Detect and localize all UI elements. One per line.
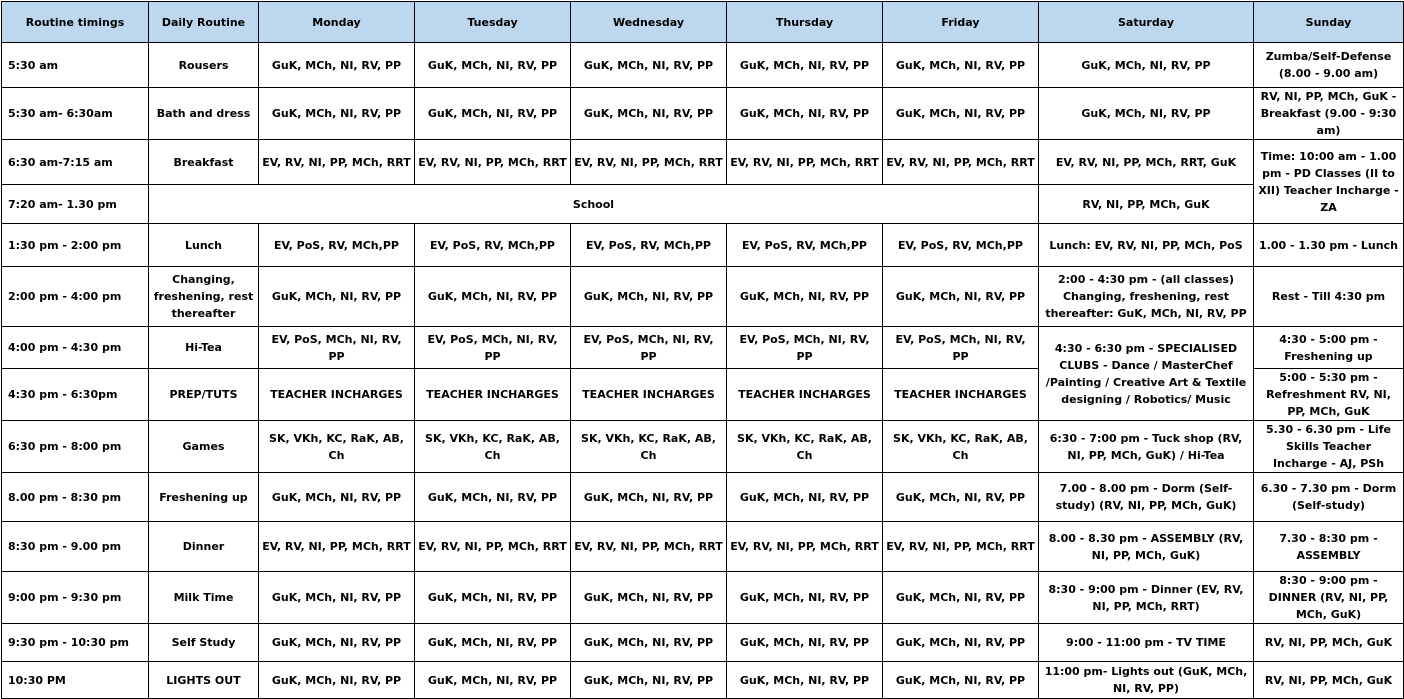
- monday-cell: GuK, MCh, NI, RV, PP: [259, 267, 415, 327]
- friday-cell: EV, PoS, RV, MCh,PP: [883, 224, 1039, 267]
- saturday-cell: 2:00 - 4:30 pm - (all classes) Changing, freshening, rest thereafter: GuK, MCh, NI, RV, PP: [1039, 267, 1254, 327]
- routine-cell: PREP/TUTS: [149, 369, 259, 421]
- routine-cell: Self Study: [149, 624, 259, 662]
- time-cell: 5:30 am- 6:30am: [2, 88, 149, 140]
- monday-cell: EV, RV, NI, PP, MCh, RRT: [259, 140, 415, 185]
- sunday-cell: RV, NI, PP, MCh, GuK: [1254, 662, 1404, 699]
- friday-cell: SK, VKh, KC, RaK, AB, Ch: [883, 421, 1039, 473]
- time-cell: 10:30 PM: [2, 662, 149, 699]
- saturday-cell: EV, RV, NI, PP, MCh, RRT, GuK: [1039, 140, 1254, 185]
- saturday-cell: 11:00 pm- Lights out (GuK, MCh, NI, RV, PP): [1039, 662, 1254, 699]
- table-row: [2, 624, 1404, 662]
- thursday-cell: EV, RV, NI, PP, MCh, RRT: [727, 522, 883, 572]
- tuesday-cell: TEACHER INCHARGES: [415, 369, 571, 421]
- thursday-cell: GuK, MCh, NI, RV, PP: [727, 267, 883, 327]
- sunday-cell: 4:30 - 5:00 pm - Freshening up: [1254, 327, 1404, 369]
- thursday-cell: GuK, MCh, NI, RV, PP: [727, 88, 883, 140]
- tuesday-cell: EV, PoS, RV, MCh,PP: [415, 224, 571, 267]
- wednesday-cell: GuK, MCh, NI, RV, PP: [571, 662, 727, 699]
- wednesday-cell: GuK, MCh, NI, RV, PP: [571, 572, 727, 624]
- routine-cell: Bath and dress: [149, 88, 259, 140]
- friday-cell: GuK, MCh, NI, RV, PP: [883, 572, 1039, 624]
- sunday-cell: 5:00 - 5:30 pm - Refreshment RV, NI, PP, MCh, GuK: [1254, 369, 1404, 421]
- friday-cell: EV, PoS, MCh, NI, RV, PP: [883, 327, 1039, 369]
- sunday-cell: RV, NI, PP, MCh, GuK - Breakfast (9.00 - 9:30 am): [1254, 88, 1404, 140]
- thursday-cell: EV, RV, NI, PP, MCh, RRT: [727, 140, 883, 185]
- time-cell: 5:30 am: [2, 43, 149, 88]
- friday-cell: GuK, MCh, NI, RV, PP: [883, 624, 1039, 662]
- routine-cell: Games: [149, 421, 259, 473]
- friday-cell: GuK, MCh, NI, RV, PP: [883, 43, 1039, 88]
- sunday-cell: Zumba/Self-Defense (8.00 - 9.00 am): [1254, 43, 1404, 88]
- tuesday-cell: GuK, MCh, NI, RV, PP: [415, 88, 571, 140]
- thursday-cell: EV, PoS, MCh, NI, RV, PP: [727, 327, 883, 369]
- header-friday: Friday: [883, 2, 1039, 43]
- routine-cell: Changing, freshening, rest thereafter: [149, 267, 259, 327]
- monday-cell: EV, RV, NI, PP, MCh, RRT: [259, 522, 415, 572]
- wednesday-cell: EV, PoS, RV, MCh,PP: [571, 224, 727, 267]
- wednesday-cell: EV, PoS, MCh, NI, RV, PP: [571, 327, 727, 369]
- header-thursday: Thursday: [727, 2, 883, 43]
- table-row: [2, 185, 1404, 224]
- sunday-cell: 5.30 - 6.30 pm - Life Skills Teacher Incharge - AJ, PSh: [1254, 421, 1404, 473]
- monday-cell: EV, PoS, RV, MCh,PP: [259, 224, 415, 267]
- saturday-cell: GuK, MCh, NI, RV, PP: [1039, 88, 1254, 140]
- friday-cell: GuK, MCh, NI, RV, PP: [883, 267, 1039, 327]
- time-cell: 6:30 am-7:15 am: [2, 140, 149, 185]
- tuesday-cell: EV, RV, NI, PP, MCh, RRT: [415, 140, 571, 185]
- monday-cell: GuK, MCh, NI, RV, PP: [259, 88, 415, 140]
- sunday-cell: Time: 10:00 am - 1.00 pm - PD Classes (II to XII) Teacher Incharge - ZA: [1254, 140, 1404, 224]
- sunday-cell: 6.30 - 7.30 pm - Dorm (Self-study): [1254, 473, 1404, 522]
- table-row: [2, 522, 1404, 572]
- saturday-cell: 4:30 - 6:30 pm - SPECIALISED CLUBS - Dance / MasterChef /Painting / Creative Art & Textile designing / Robotics/ Music: [1039, 327, 1254, 421]
- monday-cell: EV, PoS, MCh, NI, RV, PP: [259, 327, 415, 369]
- time-cell: 1:30 pm - 2:00 pm: [2, 224, 149, 267]
- thursday-cell: GuK, MCh, NI, RV, PP: [727, 473, 883, 522]
- table-row: [2, 421, 1404, 473]
- thursday-cell: GuK, MCh, NI, RV, PP: [727, 43, 883, 88]
- table-row: [2, 88, 1404, 140]
- saturday-cell: 8:30 - 9:00 pm - Dinner (EV, RV, NI, PP, MCh, RRT): [1039, 572, 1254, 624]
- friday-cell: TEACHER INCHARGES: [883, 369, 1039, 421]
- tuesday-cell: GuK, MCh, NI, RV, PP: [415, 43, 571, 88]
- time-cell: 2:00 pm - 4:00 pm: [2, 267, 149, 327]
- header-row: [2, 2, 1404, 43]
- wednesday-cell: EV, RV, NI, PP, MCh, RRT: [571, 522, 727, 572]
- header-tuesday: Tuesday: [415, 2, 571, 43]
- wednesday-cell: SK, VKh, KC, RaK, AB, Ch: [571, 421, 727, 473]
- thursday-cell: GuK, MCh, NI, RV, PP: [727, 624, 883, 662]
- routine-cell: Lunch: [149, 224, 259, 267]
- sunday-cell: Rest - Till 4:30 pm: [1254, 267, 1404, 327]
- thursday-cell: GuK, MCh, NI, RV, PP: [727, 662, 883, 699]
- table-row: [2, 473, 1404, 522]
- thursday-cell: EV, PoS, RV, MCh,PP: [727, 224, 883, 267]
- saturday-cell: 7.00 - 8.00 pm - Dorm (Self-study) (RV, NI, PP, MCh, GuK): [1039, 473, 1254, 522]
- saturday-cell: GuK, MCh, NI, RV, PP: [1039, 43, 1254, 88]
- friday-cell: EV, RV, NI, PP, MCh, RRT: [883, 140, 1039, 185]
- table-row: [2, 43, 1404, 88]
- sunday-cell: 1.00 - 1.30 pm - Lunch: [1254, 224, 1404, 267]
- saturday-cell: 9:00 - 11:00 pm - TV TIME: [1039, 624, 1254, 662]
- sunday-cell: 8:30 - 9:00 pm - DINNER (RV, NI, PP, MCh, GuK): [1254, 572, 1404, 624]
- thursday-cell: GuK, MCh, NI, RV, PP: [727, 572, 883, 624]
- time-cell: 9:00 pm - 9:30 pm: [2, 572, 149, 624]
- saturday-cell: 8.00 - 8.30 pm - ASSEMBLY (RV, NI, PP, MCh, GuK): [1039, 522, 1254, 572]
- time-cell: 7:20 am- 1.30 pm: [2, 185, 149, 224]
- routine-cell: LIGHTS OUT: [149, 662, 259, 699]
- friday-cell: GuK, MCh, NI, RV, PP: [883, 473, 1039, 522]
- table-row: [2, 572, 1404, 624]
- monday-cell: GuK, MCh, NI, RV, PP: [259, 662, 415, 699]
- thursday-cell: TEACHER INCHARGES: [727, 369, 883, 421]
- time-cell: 4:00 pm - 4:30 pm: [2, 327, 149, 369]
- time-cell: 8:30 pm - 9.00 pm: [2, 522, 149, 572]
- time-cell: 9:30 pm - 10:30 pm: [2, 624, 149, 662]
- sunday-cell: RV, NI, PP, MCh, GuK: [1254, 624, 1404, 662]
- saturday-cell: Lunch: EV, RV, NI, PP, MCh, PoS: [1039, 224, 1254, 267]
- tuesday-cell: GuK, MCh, NI, RV, PP: [415, 662, 571, 699]
- routine-cell: Dinner: [149, 522, 259, 572]
- sunday-cell: 7.30 - 8:30 pm - ASSEMBLY: [1254, 522, 1404, 572]
- wednesday-cell: GuK, MCh, NI, RV, PP: [571, 473, 727, 522]
- monday-cell: SK, VKh, KC, RaK, AB, Ch: [259, 421, 415, 473]
- tuesday-cell: EV, RV, NI, PP, MCh, RRT: [415, 522, 571, 572]
- friday-cell: GuK, MCh, NI, RV, PP: [883, 662, 1039, 699]
- monday-cell: GuK, MCh, NI, RV, PP: [259, 43, 415, 88]
- wednesday-cell: TEACHER INCHARGES: [571, 369, 727, 421]
- monday-cell: GuK, MCh, NI, RV, PP: [259, 624, 415, 662]
- wednesday-cell: GuK, MCh, NI, RV, PP: [571, 624, 727, 662]
- tuesday-cell: GuK, MCh, NI, RV, PP: [415, 473, 571, 522]
- wednesday-cell: GuK, MCh, NI, RV, PP: [571, 267, 727, 327]
- friday-cell: EV, RV, NI, PP, MCh, RRT: [883, 522, 1039, 572]
- tuesday-cell: EV, PoS, MCh, NI, RV, PP: [415, 327, 571, 369]
- time-cell: 8.00 pm - 8:30 pm: [2, 473, 149, 522]
- header-sunday: Sunday: [1254, 2, 1404, 43]
- header-monday: Monday: [259, 2, 415, 43]
- table-row: [2, 224, 1404, 267]
- wednesday-cell: GuK, MCh, NI, RV, PP: [571, 88, 727, 140]
- saturday-cell: 6:30 - 7:00 pm - Tuck shop (RV, NI, PP, MCh, GuK) / Hi-Tea: [1039, 421, 1254, 473]
- tuesday-cell: GuK, MCh, NI, RV, PP: [415, 572, 571, 624]
- routine-cell: Freshening up: [149, 473, 259, 522]
- table-row: [2, 327, 1404, 369]
- tuesday-cell: SK, VKh, KC, RaK, AB, Ch: [415, 421, 571, 473]
- time-cell: 6:30 pm - 8:00 pm: [2, 421, 149, 473]
- wednesday-cell: EV, RV, NI, PP, MCh, RRT: [571, 140, 727, 185]
- table-row: [2, 140, 1404, 185]
- monday-cell: GuK, MCh, NI, RV, PP: [259, 473, 415, 522]
- routine-cell: Hi-Tea: [149, 327, 259, 369]
- table-row: [2, 267, 1404, 327]
- routine-table: [1, 1, 1404, 699]
- header-saturday: Saturday: [1039, 2, 1254, 43]
- tuesday-cell: GuK, MCh, NI, RV, PP: [415, 267, 571, 327]
- saturday-cell: RV, NI, PP, MCh, GuK: [1039, 185, 1254, 224]
- header-wednesday: Wednesday: [571, 2, 727, 43]
- tuesday-cell: GuK, MCh, NI, RV, PP: [415, 624, 571, 662]
- routine-cell: Breakfast: [149, 140, 259, 185]
- time-cell: 4:30 pm - 6:30pm: [2, 369, 149, 421]
- header-daily-routine: Daily Routine: [149, 2, 259, 43]
- thursday-cell: SK, VKh, KC, RaK, AB, Ch: [727, 421, 883, 473]
- header-routine-timings: Routine timings: [2, 2, 149, 43]
- routine-cell: Rousers: [149, 43, 259, 88]
- routine-cell: Milk Time: [149, 572, 259, 624]
- table-row: [2, 662, 1404, 699]
- friday-cell: GuK, MCh, NI, RV, PP: [883, 88, 1039, 140]
- wednesday-cell: GuK, MCh, NI, RV, PP: [571, 43, 727, 88]
- school-cell: School: [149, 185, 1039, 224]
- monday-cell: GuK, MCh, NI, RV, PP: [259, 572, 415, 624]
- monday-cell: TEACHER INCHARGES: [259, 369, 415, 421]
